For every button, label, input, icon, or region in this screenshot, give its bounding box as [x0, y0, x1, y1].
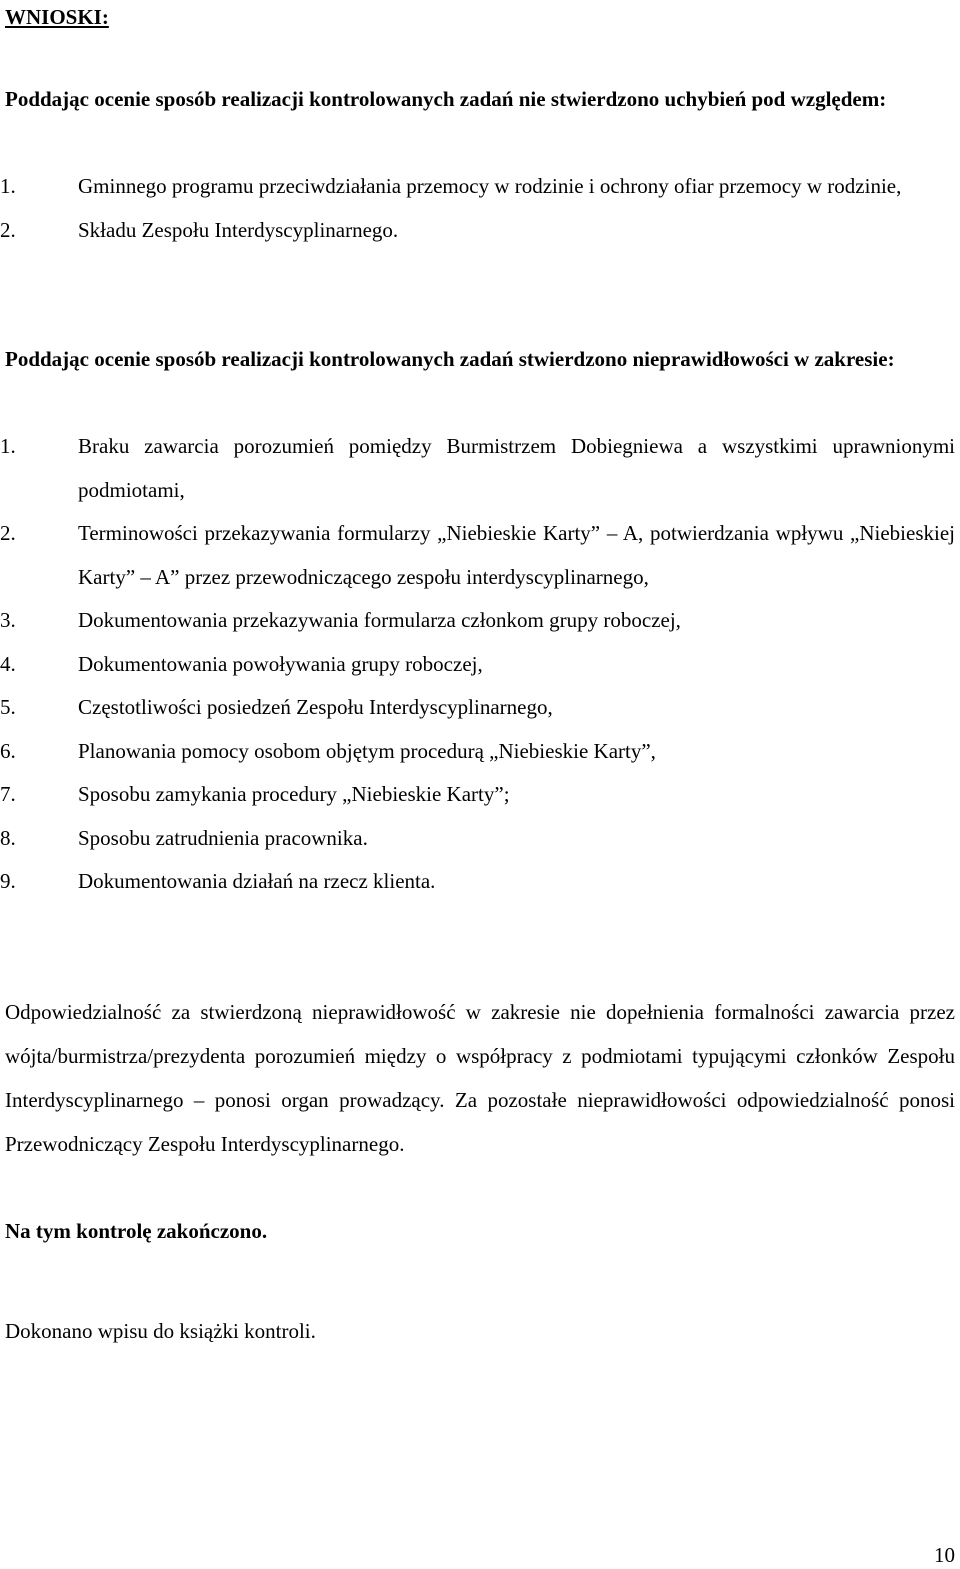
no-irregularities-list [0, 165, 955, 252]
list-item-text: Dokumentowania przekazywania formularza członkom grupy roboczej, [78, 608, 681, 632]
list-item [0, 599, 955, 643]
list-item [0, 730, 955, 774]
list-item [0, 209, 955, 253]
page-number: 10 [934, 1543, 955, 1567]
list-item [0, 512, 955, 599]
closing-statement: Na tym kontrolę zakończono. [5, 1219, 268, 1243]
list-item-text: Składu Zespołu Interdyscyplinarnego. [78, 217, 399, 242]
list-item-number: 5. [0, 695, 16, 719]
list-item [0, 165, 955, 209]
list-item-text: Częstotliwości posiedzeń Zespołu Interdyscyplinarnego, [78, 695, 553, 719]
list-item-text: Planowania pomocy osobom objętym procedurą „Niebieskie Karty”, [78, 738, 656, 763]
list-item-number: 3. [0, 608, 16, 632]
list-item-number: 9. [0, 869, 16, 893]
list-item-text: Gminnego programu przeciwdziałania przemocy w rodzinie i ochrony ofiar przemocy w rodzinie, [78, 174, 902, 198]
list-item-number: 7. [0, 782, 16, 806]
list-item-number: 6. [0, 738, 16, 763]
list-item [0, 643, 955, 687]
list-item-text: Dokumentowania powoływania grupy roboczej, [78, 651, 483, 676]
list-item-number: 2. [0, 217, 16, 242]
list-item-number: 1. [0, 174, 16, 198]
list-item [0, 860, 955, 904]
list-item-number: 2. [0, 521, 16, 545]
list-item-text: Dokumentowania działań na rzecz klienta. [78, 869, 436, 893]
list-item [0, 425, 955, 512]
irregularities-intro: Poddając ocenie sposób realizacji kontrolowanych zadań stwierdzono nieprawidłowości w zakresie: [5, 347, 895, 371]
list-item-text: Sposobu zamykania procedury „Niebieskie Karty”; [78, 782, 510, 806]
list-item-text: Terminowości przekazywania formularzy „Niebieskie Karty” – A, potwierdzania wpływu „Niebieskiej Karty” – A” przez przewodniczącego zespołu interdyscyplinarnego, [78, 521, 955, 589]
list-item-number: 8. [0, 825, 16, 850]
list-item [0, 817, 955, 861]
no-irregularities-intro: Poddając ocenie sposób realizacji kontrolowanych zadań nie stwierdzono uchybień pod względem: [5, 87, 887, 111]
list-item-number: 4. [0, 651, 16, 676]
list-item-number: 1. [0, 434, 16, 458]
list-item-text: Sposobu zatrudnienia pracownika. [78, 825, 368, 850]
responsibility-paragraph: Odpowiedzialność za stwierdzoną nieprawidłowość w zakresie nie dopełnienia formalności zawarcia przez wójta/burmistrza/prezydenta porozumień między o współpracy z podmiotami typującymi członków Zespołu Interdyscyplinarnego – ponosi organ prowadzący. Za pozostałe nieprawidłowości odpowiedzialność ponosi Przewodniczący Zespołu Interdyscyplinarnego. [5, 1000, 955, 1156]
list-item [0, 686, 955, 730]
list-item-text: Braku zawarcia porozumień pomiędzy Burmistrzem Dobiegniewa a wszystkimi uprawnionymi podmiotami, [78, 434, 955, 502]
list-item [0, 773, 955, 817]
irregularities-list [0, 425, 955, 904]
conclusions-heading: WNIOSKI: [5, 5, 109, 29]
inspection-book-entry: Dokonano wpisu do książki kontroli. [5, 1319, 316, 1343]
